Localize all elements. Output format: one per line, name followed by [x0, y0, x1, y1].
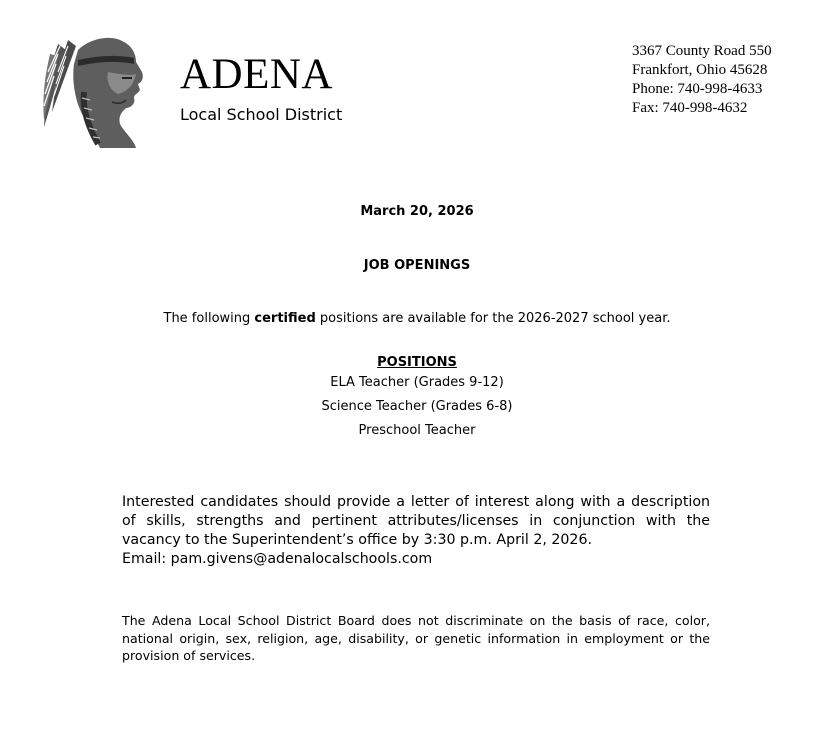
- intro-certified: certified: [254, 311, 316, 326]
- contact-email: Email: pam.givens@adenalocalschools.com: [122, 551, 433, 567]
- address-fax: Fax: 740-998-4632: [632, 100, 748, 116]
- position-item: Preschool Teacher: [358, 423, 476, 438]
- position-item: Science Teacher (Grades 6-8): [321, 399, 513, 414]
- address-street: 3367 County Road 550: [632, 43, 772, 59]
- positions-heading: POSITIONS: [377, 355, 457, 370]
- nondiscrimination-statement: The Adena Local School District Board does not discriminate on the basis of race, color, national origin, sex, religion, age, disability, or genetic information in employment or the provision of services.: [122, 613, 710, 663]
- district-name: ADENA: [180, 51, 333, 98]
- feather-icon: [43, 40, 76, 127]
- intro-prefix: The following: [163, 311, 255, 326]
- address-phone: Phone: 740-998-4633: [632, 81, 763, 97]
- address-city: Frankfort, Ohio 45628: [632, 62, 768, 78]
- address-block: [632, 42, 772, 118]
- notice-heading: JOB OPENINGS: [363, 258, 471, 273]
- intro-suffix: positions are available for the 2026-2027 school year.: [315, 311, 671, 326]
- application-instructions: Interested candidates should provide a letter of interest along with a description of skills, strengths and pertinent attributes/licenses in conjunction with the vacancy to the Superintendent’s office by 3:30 p.m. April 2, 2026.: [122, 494, 710, 548]
- district-subtitle: Local School District: [180, 105, 343, 124]
- notice-date: March 20, 2026: [360, 204, 474, 219]
- district-logo: [38, 32, 150, 150]
- position-item: ELA Teacher (Grades 9-12): [330, 375, 504, 390]
- intro-sentence: [0, 310, 816, 327]
